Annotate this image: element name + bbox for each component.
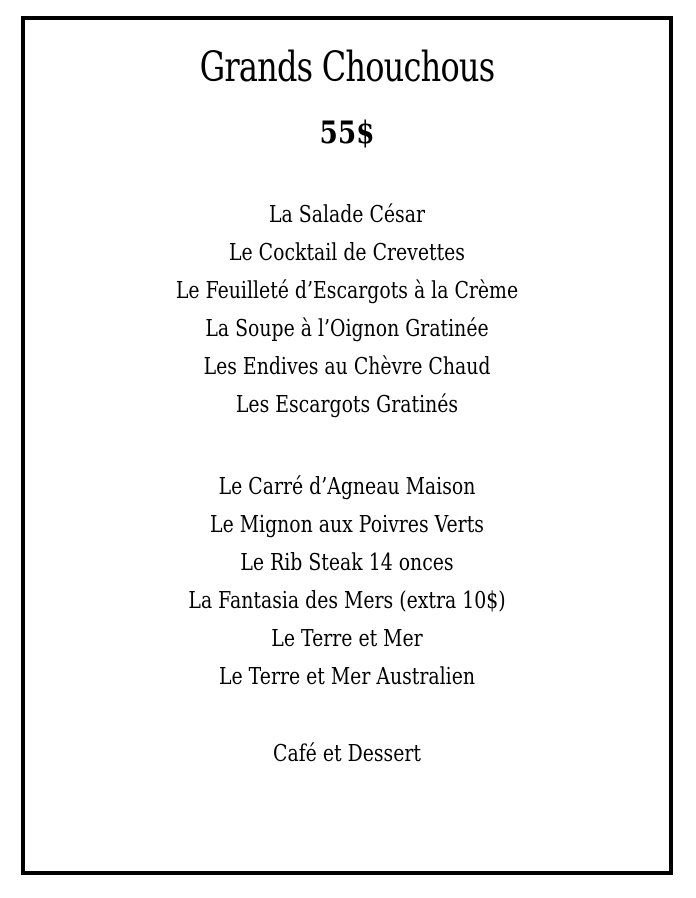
main-item: Le Rib Steak 14 onces: [240, 550, 454, 576]
main-item: Le Terre et Mer Australien: [218, 664, 476, 690]
starter-item: Les Endives au Chèvre Chaud: [203, 354, 491, 380]
starter-item: Les Escargots Gratinés: [235, 392, 459, 418]
menu-title: Grands Chouchous: [199, 43, 495, 91]
main-item: Le Mignon aux Poivres Verts: [210, 512, 484, 538]
starter-item: Le Feuilleté d’Escargots à la Crème: [175, 278, 519, 304]
starter-item: Le Cocktail de Crevettes: [228, 240, 465, 266]
main-item: Le Terre et Mer: [271, 626, 423, 652]
starter-item: La Soupe à l’Oignon Gratinée: [205, 316, 489, 342]
main-item: Le Carré d’Agneau Maison: [218, 474, 476, 500]
starter-item: La Salade César: [269, 202, 425, 228]
dessert-item: Café et Dessert: [273, 741, 421, 767]
menu-card: [21, 16, 673, 875]
main-item: La Fantasia des Mers (extra 10$): [188, 588, 506, 614]
menu-price: 55$: [319, 115, 375, 151]
